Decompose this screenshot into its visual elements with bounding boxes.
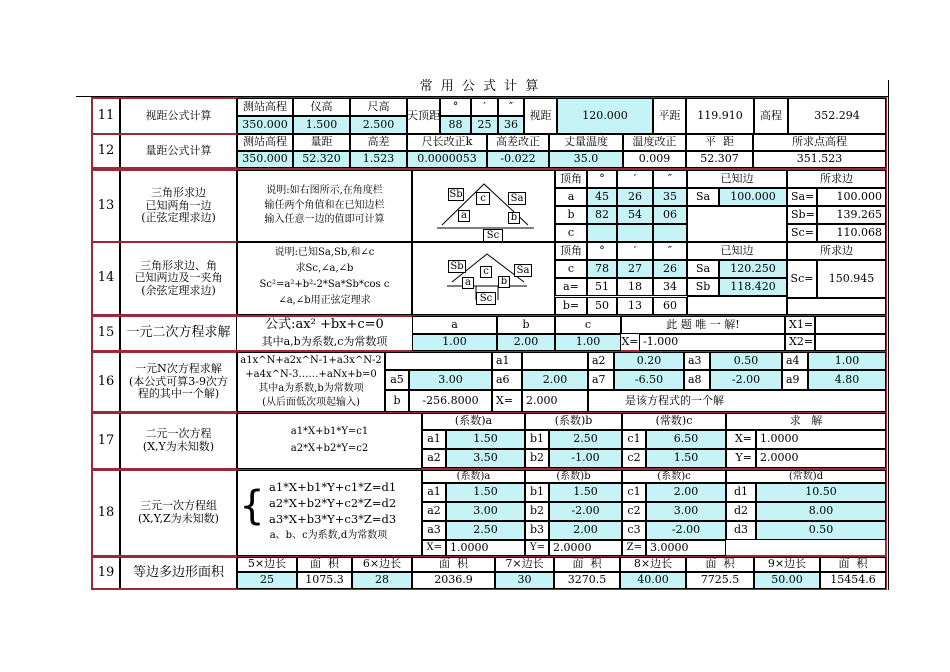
coef-label: b1: [525, 483, 549, 502]
measure-input[interactable]: 35.0: [549, 151, 623, 168]
col-header: ′: [617, 242, 653, 260]
coef-label: b2: [525, 502, 549, 521]
area-value: 3270.5: [554, 572, 620, 589]
coef-input[interactable]: -2.00: [549, 502, 622, 521]
col-header: 面 积: [554, 557, 620, 572]
description: 说明:如右图所示,在角度栏 输任两个角值和在已知边栏 输入任意一边的值即可计算: [237, 170, 412, 242]
col-header: ′: [471, 98, 498, 116]
coef-label: c2: [622, 502, 646, 521]
figure-label: a: [462, 277, 474, 289]
side-length-input[interactable]: 28: [352, 572, 412, 589]
col-header: 5×边长: [237, 557, 297, 572]
figure-label: c: [480, 266, 492, 278]
description-line: 求Sc,∠a,∠b: [295, 263, 354, 275]
vertex-label: a: [555, 188, 587, 206]
row-title: 一元二次方程求解: [120, 316, 237, 351]
area-value: 7725.5: [686, 572, 754, 589]
result-label: X=: [422, 540, 446, 556]
col-header: (常数)d: [726, 470, 886, 483]
coef-label: b2: [525, 449, 549, 468]
formula-line: +a4x^N-3……+aNx+b=0: [245, 369, 377, 381]
col-header: (系数)a: [422, 470, 525, 483]
description-line: ∠a,∠b用正弦定理求: [278, 295, 371, 307]
coef-input[interactable]: 2.50: [446, 521, 525, 540]
row-title: 二元一次方程 (X,Y为未知数): [120, 413, 237, 469]
figure-label: c: [476, 192, 490, 205]
coef-input[interactable]: 3.50: [446, 449, 525, 468]
const-label: d2: [726, 502, 756, 521]
side-length-input[interactable]: 50.00: [754, 572, 820, 589]
coef-input[interactable]: -2.00: [646, 521, 726, 540]
result-label: Sc=: [787, 224, 817, 242]
result-value: 2.000: [522, 390, 588, 412]
row-title: 等边多边形面积: [120, 557, 237, 589]
angle-value: 60: [653, 297, 687, 315]
coef-label: a9: [782, 370, 808, 390]
row-number: 15: [92, 316, 120, 351]
row-title: 三元一次方程组 (X,Y,Z为未知数): [120, 470, 237, 556]
col-header: 天顶距: [407, 98, 440, 134]
col-header: °: [587, 242, 617, 260]
result-label: X=: [621, 335, 639, 349]
col-header: 平 距: [686, 134, 753, 151]
col-header: °: [440, 98, 471, 116]
minute-input[interactable]: 27: [617, 260, 653, 278]
coef-input[interactable]: 3.00: [646, 502, 726, 521]
col-header: ″: [653, 170, 687, 188]
result-label: X1=: [785, 316, 815, 334]
vertex-label: b: [555, 206, 587, 224]
description-line: 说明:已知Sa,Sb,和∠c: [274, 247, 375, 259]
col-header: 8×边长: [620, 557, 686, 572]
coef-input[interactable]: 1.00: [808, 352, 886, 370]
row-title: 三角形求边 已知两角一边 (正弦定理求边): [120, 170, 237, 242]
const-input[interactable]: 6.50: [646, 430, 726, 449]
col-header: (系数)a: [422, 413, 525, 430]
result-value: [815, 334, 886, 351]
equation-line: a1*X+b1*Y+c1*Z=d1: [269, 480, 397, 495]
col-header: 面 积: [412, 557, 495, 572]
col-header: 尺高: [350, 98, 407, 116]
col-header: 高差改正: [487, 134, 549, 151]
side-length-input[interactable]: 40.00: [620, 572, 686, 589]
coef-input[interactable]: 0.50: [710, 352, 782, 370]
measure-input[interactable]: 52.320: [293, 151, 350, 168]
col-header: ″: [653, 242, 687, 260]
coef-input[interactable]: 4.80: [808, 370, 886, 390]
minute-input[interactable]: 54: [617, 206, 653, 224]
label: 高程: [754, 98, 788, 134]
col-header: 所求边: [787, 242, 886, 260]
const-input[interactable]: 10.50: [756, 483, 886, 502]
angle-value: 13: [617, 297, 653, 315]
result-note: 是该方程式的一个解: [588, 390, 886, 412]
col-header: 仪高: [293, 98, 350, 116]
known-side-input[interactable]: 100.000: [719, 188, 787, 206]
brace-symbol: {: [239, 483, 265, 529]
degree-input[interactable]: 88: [440, 116, 471, 134]
col-header: °: [587, 170, 617, 188]
col-header: 所求点高程: [753, 134, 886, 151]
col-header: (系数)c: [622, 470, 726, 483]
col-header: (系数)b: [525, 470, 622, 483]
const-c-input[interactable]: 1.00: [555, 334, 621, 351]
equation-line: a2*X+b2*Y+c2*Z=d2: [269, 496, 397, 511]
minute-input[interactable]: [617, 224, 653, 242]
label: 平距: [653, 98, 686, 134]
result-value: 150.945: [817, 260, 886, 298]
side-length-input[interactable]: 25: [237, 572, 297, 589]
known-side-empty: [687, 296, 787, 315]
figure-label: Sb: [449, 188, 463, 200]
col-header: 丈量温度: [549, 134, 623, 151]
second-input[interactable]: [653, 224, 687, 242]
result-value: 3.0000: [646, 540, 726, 556]
row-title: 视距公式计算: [120, 98, 237, 134]
measure-input[interactable]: 1.523: [350, 151, 407, 168]
row-number: 19: [92, 557, 120, 589]
angle-value: 51: [587, 278, 617, 296]
row-number: 18: [92, 470, 120, 556]
description-line: Sc²=a²+b²-2*Sa*Sb*cos c: [259, 279, 390, 291]
result-label: Z=: [622, 540, 646, 556]
result-label: Sb=: [787, 206, 817, 224]
vertex-label: c: [555, 224, 587, 242]
second-input[interactable]: 06: [653, 206, 687, 224]
col-header: 顶角: [555, 242, 587, 260]
result-label: Sa=: [787, 188, 817, 206]
constant-label: b: [385, 390, 409, 412]
coef-input[interactable]: 2.50: [549, 430, 622, 449]
known-side-label: Sa: [687, 188, 719, 206]
figure-label: a: [458, 210, 470, 222]
col-header: 9×边长: [754, 557, 820, 572]
measure-input[interactable]: 0.0000053: [407, 151, 487, 168]
formula-note: 其中a,b为系数,c为常数项: [261, 335, 388, 349]
row-number: 16: [92, 352, 120, 412]
result-value: 0.009: [623, 151, 686, 168]
result-value: -1.000: [639, 334, 785, 351]
result-value: [815, 316, 886, 334]
figure-label: b: [508, 212, 520, 224]
equation-note: a、b、c为系数,d为常数项: [269, 530, 388, 542]
coef-input[interactable]: -6.50: [614, 370, 684, 390]
col-header: 求 解: [726, 413, 886, 430]
angle-value: 50: [587, 297, 617, 315]
vertex-label: a=: [555, 278, 587, 296]
known-side-label: Sa: [687, 260, 719, 278]
area-value: 2036.9: [412, 572, 495, 589]
const-input[interactable]: 1.50: [646, 449, 726, 468]
result-value: 139.265: [817, 206, 886, 224]
formula-line: 其中a为系数,b为常数项: [258, 383, 364, 395]
result-value: 100.000: [817, 188, 886, 206]
degree-input[interactable]: 45: [587, 188, 617, 206]
col-header: 已知边: [687, 170, 787, 188]
vertex-label: c: [555, 260, 587, 278]
minute-input[interactable]: 26: [617, 188, 653, 206]
result-label: X=: [492, 390, 522, 412]
known-side-empty: [687, 206, 787, 242]
const-input[interactable]: 0.50: [756, 521, 886, 540]
col-header: 高差: [350, 134, 407, 151]
sheet-title: 常 用 公 式 计 算: [419, 78, 541, 94]
col-header: 7×边长: [495, 557, 554, 572]
result-value: 1.0000: [446, 540, 525, 556]
coef-label: b1: [525, 430, 549, 449]
col-header: ″: [498, 98, 524, 116]
coef-input[interactable]: 3.00: [409, 370, 492, 390]
station-elevation-input[interactable]: 350.000: [237, 116, 293, 134]
col-header: 6×边长: [352, 557, 412, 572]
formula-line: (从后面低次项起输入): [262, 397, 360, 409]
coef-label: a2: [422, 449, 446, 468]
result-label: Y=: [525, 540, 549, 556]
coef-label: c1: [622, 483, 646, 502]
result-label: Sc=: [787, 260, 817, 298]
figure-label: Sb: [448, 260, 466, 273]
coef-input[interactable]: 2.00: [549, 521, 622, 540]
coef-label: a7: [588, 370, 614, 390]
elevation-value: 352.294: [788, 98, 886, 134]
col-header: 量距: [293, 134, 350, 151]
coef-input[interactable]: -1.00: [549, 449, 622, 468]
coef-b-input[interactable]: 2.00: [497, 334, 555, 351]
degree-input[interactable]: [587, 224, 617, 242]
col-header: 面 积: [297, 557, 352, 572]
col-header: 测站高程: [237, 98, 293, 116]
area-value: 15454.6: [820, 572, 886, 589]
label: 视距: [524, 98, 557, 134]
coef-label: b3: [525, 521, 549, 540]
equation-line: a3*X+b3*Y+c3*Z=d3: [269, 512, 397, 527]
row-number: 12: [92, 134, 120, 168]
const-label: d3: [726, 521, 756, 540]
result-value: 2.0000: [549, 540, 622, 556]
coef-input[interactable]: 3.00: [446, 502, 525, 521]
solution-note: 此 题 唯 一 解!: [621, 316, 785, 334]
known-side-input[interactable]: 120.250: [719, 260, 787, 278]
coef-label: a1: [492, 352, 522, 370]
coef-label: a6: [492, 370, 522, 390]
angle-value: 18: [617, 278, 653, 296]
result-label: Y=: [726, 449, 756, 468]
second-input[interactable]: 35: [653, 188, 687, 206]
known-side-label: Sb: [687, 278, 719, 296]
row-title: 量距公式计算: [120, 134, 237, 168]
figure-label: Sc: [476, 292, 496, 305]
row-number: 17: [92, 413, 120, 469]
instrument-height-input[interactable]: 1.500: [293, 116, 350, 134]
row-number: 11: [92, 98, 120, 134]
coef-label: a4: [782, 352, 808, 370]
col-header: 所求边: [787, 170, 886, 188]
row-number: 13: [92, 170, 120, 242]
result-empty: [787, 298, 886, 315]
coef-label: a3: [422, 521, 446, 540]
coef-input[interactable]: -2.00: [710, 370, 782, 390]
vertex-label: b=: [555, 297, 587, 315]
coef-input[interactable]: 1.50: [549, 483, 622, 502]
col-header: ′: [617, 170, 653, 188]
col-header: 温度改正: [623, 134, 686, 151]
const-input[interactable]: 8.00: [756, 502, 886, 521]
degree-input[interactable]: 78: [587, 260, 617, 278]
coef-label: a3: [684, 352, 710, 370]
empty-cell: [385, 352, 492, 370]
known-side-input[interactable]: 118.420: [719, 278, 787, 296]
col-header: 尺长改正k: [407, 134, 487, 151]
minute-input[interactable]: 25: [471, 116, 498, 134]
col-header: c: [555, 316, 621, 334]
second-input[interactable]: 36: [498, 116, 524, 134]
sight-distance-input[interactable]: 120.000: [557, 98, 653, 134]
formula: 公式:ax² +bx+c=0: [265, 316, 384, 332]
row-title: 三角形求边、角 已知两边及一夹角 (余弦定理求边): [120, 242, 237, 315]
const-label: c1: [622, 430, 646, 449]
col-header: 测站高程: [237, 134, 293, 151]
coef-label: a1: [422, 430, 446, 449]
result-value: 52.307: [686, 151, 753, 168]
col-header: a: [412, 316, 497, 334]
second-input[interactable]: 26: [653, 260, 687, 278]
coef-input[interactable]: [522, 352, 588, 370]
coef-input[interactable]: 1.50: [446, 483, 525, 502]
equation-line: a1*X+b1*Y=c1: [290, 426, 369, 438]
coef-label: a5: [385, 370, 409, 390]
measure-input[interactable]: 350.000: [237, 151, 293, 168]
col-header: 面 积: [686, 557, 754, 572]
rod-height-input[interactable]: 2.500: [350, 116, 407, 134]
result-value: 2.0000: [756, 449, 886, 468]
figure-label: Sa: [508, 192, 526, 205]
col-header: (系数)b: [525, 413, 622, 430]
coef-input[interactable]: 2.00: [646, 483, 726, 502]
col-header: 已知边: [687, 242, 787, 260]
coef-label: a2: [588, 352, 614, 370]
const-label: d1: [726, 483, 756, 502]
col-header: (常数)c: [622, 413, 726, 430]
row-number: 14: [92, 242, 120, 315]
angle-value: 34: [653, 278, 687, 296]
col-header: b: [497, 316, 555, 334]
area-value: 1075.3: [297, 572, 352, 589]
figure-label: Sc: [483, 229, 503, 242]
side-length-input[interactable]: 30: [495, 572, 554, 589]
coef-input[interactable]: 0.20: [614, 352, 684, 370]
col-header: 顶角: [555, 170, 587, 188]
result-label: X=: [726, 430, 756, 449]
result-label: X2=: [785, 334, 815, 351]
horizontal-distance-value: 119.910: [686, 98, 754, 134]
degree-input[interactable]: 82: [587, 206, 617, 224]
measure-input[interactable]: -0.022: [487, 151, 549, 168]
const-label: c2: [622, 449, 646, 468]
result-value: 351.523: [753, 151, 886, 168]
result-value: 110.068: [817, 224, 886, 242]
coef-label: c3: [622, 521, 646, 540]
coef-label: a1: [422, 483, 446, 502]
equation-line: a2*X+b2*Y=c2: [290, 443, 369, 455]
coef-input[interactable]: 2.00: [522, 370, 588, 390]
row-title: 一元N次方程求解 (本公式可算3-9次方 程的其中一个解): [120, 352, 237, 412]
coef-label: a8: [684, 370, 710, 390]
coef-label: a2: [422, 502, 446, 521]
figure-label: Sa: [514, 264, 532, 277]
formula-line: a1x^N+a2x^N-1+a3x^N-2: [240, 355, 382, 367]
figure-label: b: [498, 276, 510, 288]
coef-input[interactable]: 1.50: [446, 430, 525, 449]
col-header: 面 积: [820, 557, 886, 572]
constant-input[interactable]: -256.8000: [409, 390, 492, 412]
coef-a-input[interactable]: 1.00: [412, 334, 497, 351]
result-value: 1.0000: [756, 430, 886, 449]
